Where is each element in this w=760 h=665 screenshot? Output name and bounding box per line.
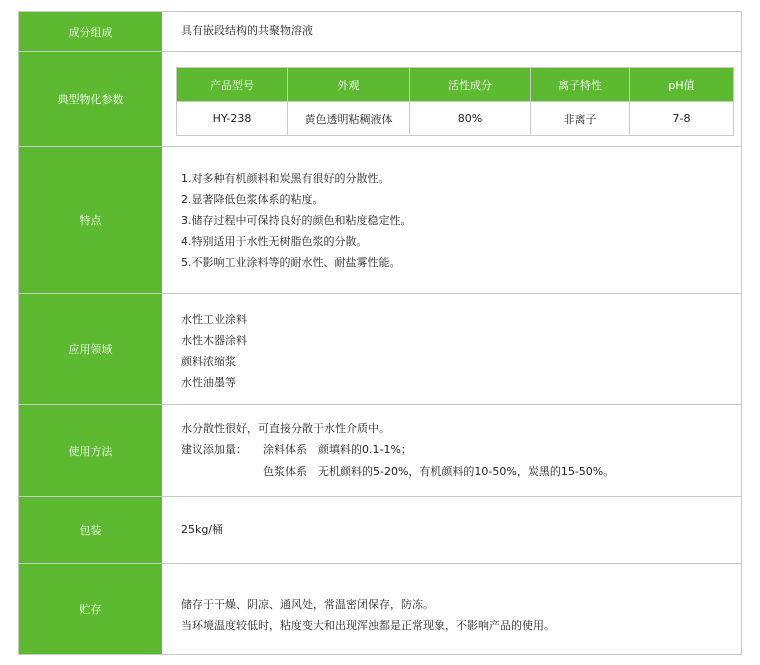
row-storage	[19, 564, 741, 654]
row-label-packaging: 包装	[19, 497, 162, 563]
feature-item: 2.显著降低色浆体系的粘度。	[181, 193, 324, 206]
header-active-content: 活性成分	[410, 68, 531, 102]
row-content-applications	[162, 294, 741, 404]
row-label-storage: 贮存	[19, 564, 162, 654]
row-applications	[19, 294, 741, 405]
row-label-applications: 应用领域	[19, 294, 162, 404]
row-content-usage	[162, 405, 741, 496]
value-ph: 7-8	[630, 102, 734, 136]
application-item: 水性工业涂料	[181, 313, 247, 326]
parameters-value-row	[177, 102, 734, 136]
row-content-parameters	[162, 52, 741, 146]
usage-dosage-paste: 色浆体系 无机颜料的5-20%，有机颜料的10-50%，炭黑的15-50%。	[263, 465, 615, 478]
usage-text: 水分散性很好，可直接分散于水性介质中。	[181, 422, 390, 435]
row-usage	[19, 405, 741, 497]
product-spec-table	[18, 11, 742, 655]
application-item: 水性油墨等	[181, 376, 236, 389]
storage-item: 储存于干燥、阴凉、通风处，常温密闭保存，防冻。	[181, 598, 434, 611]
row-content-storage	[162, 564, 741, 654]
header-appearance: 外观	[288, 68, 410, 102]
feature-item: 1.对多种有机颜料和炭黑有很好的分散性。	[181, 172, 390, 185]
row-parameters	[19, 52, 741, 147]
value-model: HY-238	[177, 102, 288, 136]
row-content-composition	[162, 12, 741, 51]
header-ph: pH值	[630, 68, 734, 102]
composition-text: 具有嵌段结构的共聚物溶液	[181, 24, 313, 37]
value-active-content: 80%	[410, 102, 531, 136]
row-composition	[19, 12, 741, 52]
packaging-text: 25kg/桶	[181, 523, 224, 536]
value-appearance: 黄色透明粘稠液体	[288, 102, 410, 136]
feature-item: 4.特别适用于水性无树脂色浆的分散。	[181, 235, 368, 248]
value-ionic: 非离子	[531, 102, 630, 136]
row-label-composition: 成分组成	[19, 12, 162, 51]
header-ionic: 离子特性	[531, 68, 630, 102]
application-item: 颜料浓缩浆	[181, 355, 236, 368]
row-label-parameters: 典型物化参数	[19, 52, 162, 146]
parameters-header-row	[177, 68, 734, 102]
usage-dosage-coating: 涂料体系 颜填料的0.1-1%；	[263, 443, 412, 456]
row-content-packaging	[162, 497, 741, 563]
parameters-table	[176, 67, 734, 136]
row-label-features: 特点	[19, 147, 162, 293]
usage-dosage-label: 建议添加量：	[181, 443, 247, 456]
row-content-features	[162, 147, 741, 293]
header-model: 产品型号	[177, 68, 288, 102]
feature-item: 3.储存过程中可保持良好的颜色和粘度稳定性。	[181, 214, 412, 227]
application-item: 水性木器涂料	[181, 334, 247, 347]
feature-item: 5.不影响工业涂料等的耐水性、耐盐雾性能。	[181, 256, 401, 269]
row-packaging	[19, 497, 741, 564]
row-label-usage: 使用方法	[19, 405, 162, 496]
row-features	[19, 147, 741, 294]
storage-item: 当环境温度较低时，粘度变大和出现浑浊都是正常现象，不影响产品的使用。	[181, 619, 555, 632]
